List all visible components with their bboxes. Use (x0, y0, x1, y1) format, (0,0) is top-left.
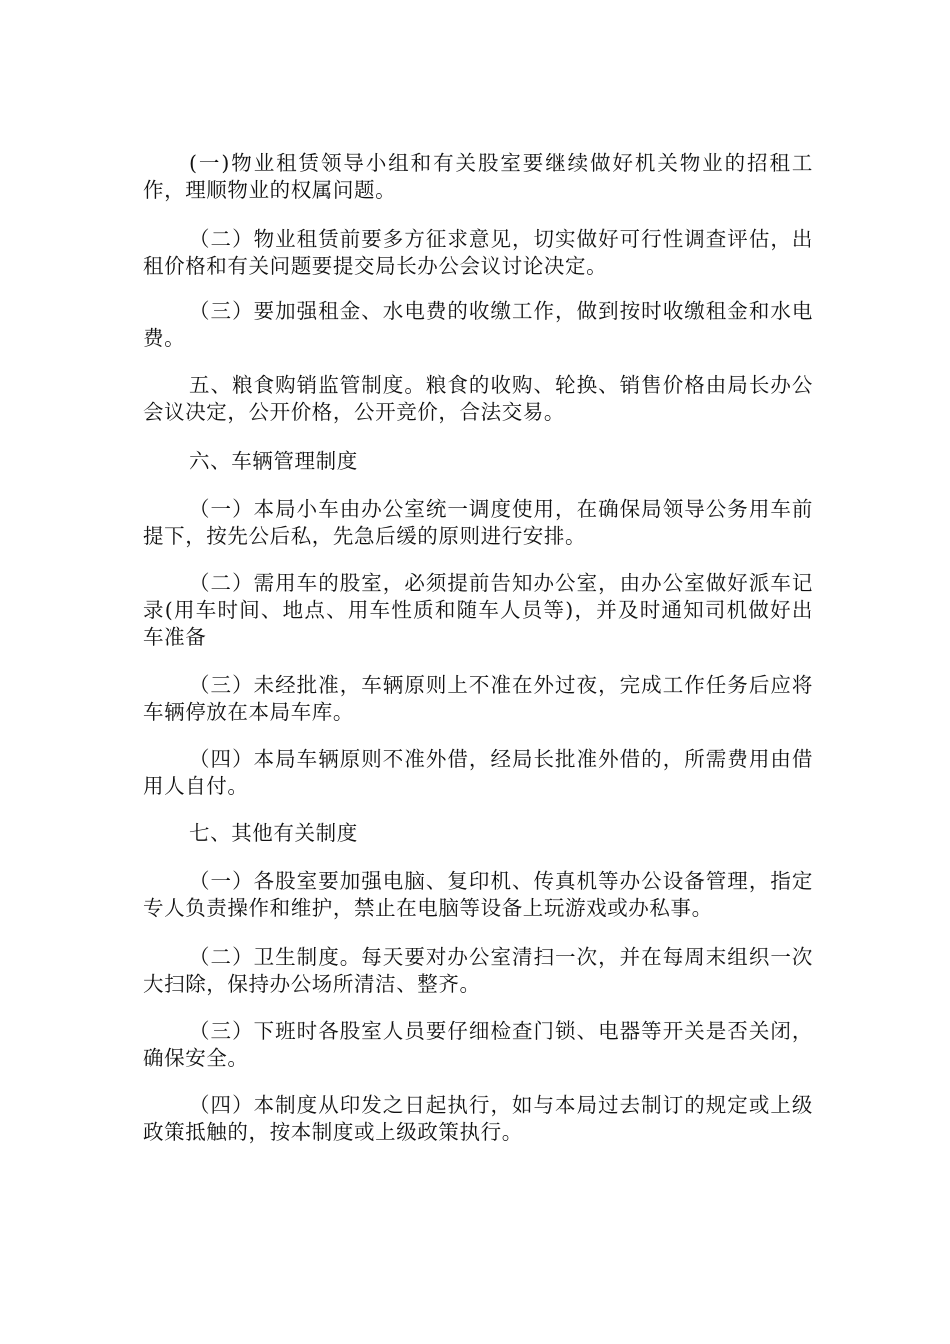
paragraph-property-lease-1: (一)物业租赁领导小组和有关股室要继续做好机关物业的招租工作，理顺物业的权属问题。 (143, 151, 813, 202)
section-heading-other: 七、其他有关制度 (189, 821, 358, 845)
paragraph-vehicle-2: （二）需用车的股室，必须提前告知办公室，由办公室做好派车记录(用车时间、地点、用车性质和随车人员等)，并及时通知司机做好出车准备 (143, 571, 813, 649)
paragraph-other-4: （四）本制度从印发之日起执行，如与本局过去制订的规定或上级政策抵触的，按本制度或上级政策执行。 (143, 1093, 813, 1144)
paragraph-vehicle-1: （一）本局小车由办公室统一调度使用，在确保局领导公务用车前提下，按先公后私，先急后缓的原则进行安排。 (143, 497, 813, 548)
paragraph-vehicle-4: （四）本局车辆原则不准外借，经局长批准外借的，所需费用由借用人自付。 (143, 747, 813, 798)
paragraph-other-2: （二）卫生制度。每天要对办公室清扫一次，并在每周末组织一次大扫除，保持办公场所清洁、整齐。 (143, 945, 813, 996)
paragraph-other-1: （一）各股室要加强电脑、复印机、传真机等办公设备管理，指定专人负责操作和维护，禁止在电脑等设备上玩游戏或办私事。 (143, 869, 813, 920)
section-heading-vehicle: 六、车辆管理制度 (189, 449, 358, 473)
paragraph-property-lease-3: （三）要加强租金、水电费的收缴工作，做到按时收缴租金和水电费。 (143, 299, 813, 350)
paragraph-grain-supervision: 五、粮食购销监管制度。粮食的收购、轮换、销售价格由局长办公会议决定，公开价格，公开竞价，合法交易。 (143, 373, 813, 424)
paragraph-other-3: （三）下班时各股室人员要仔细检查门锁、电器等开关是否关闭，确保安全。 (143, 1019, 813, 1070)
paragraph-vehicle-3: （三）未经批准，车辆原则上不准在外过夜，完成工作任务后应将车辆停放在本局车库。 (143, 673, 813, 724)
paragraph-property-lease-2: （二）物业租赁前要多方征求意见，切实做好可行性调查评估，出租价格和有关问题要提交局长办公会议讨论决定。 (143, 227, 813, 278)
